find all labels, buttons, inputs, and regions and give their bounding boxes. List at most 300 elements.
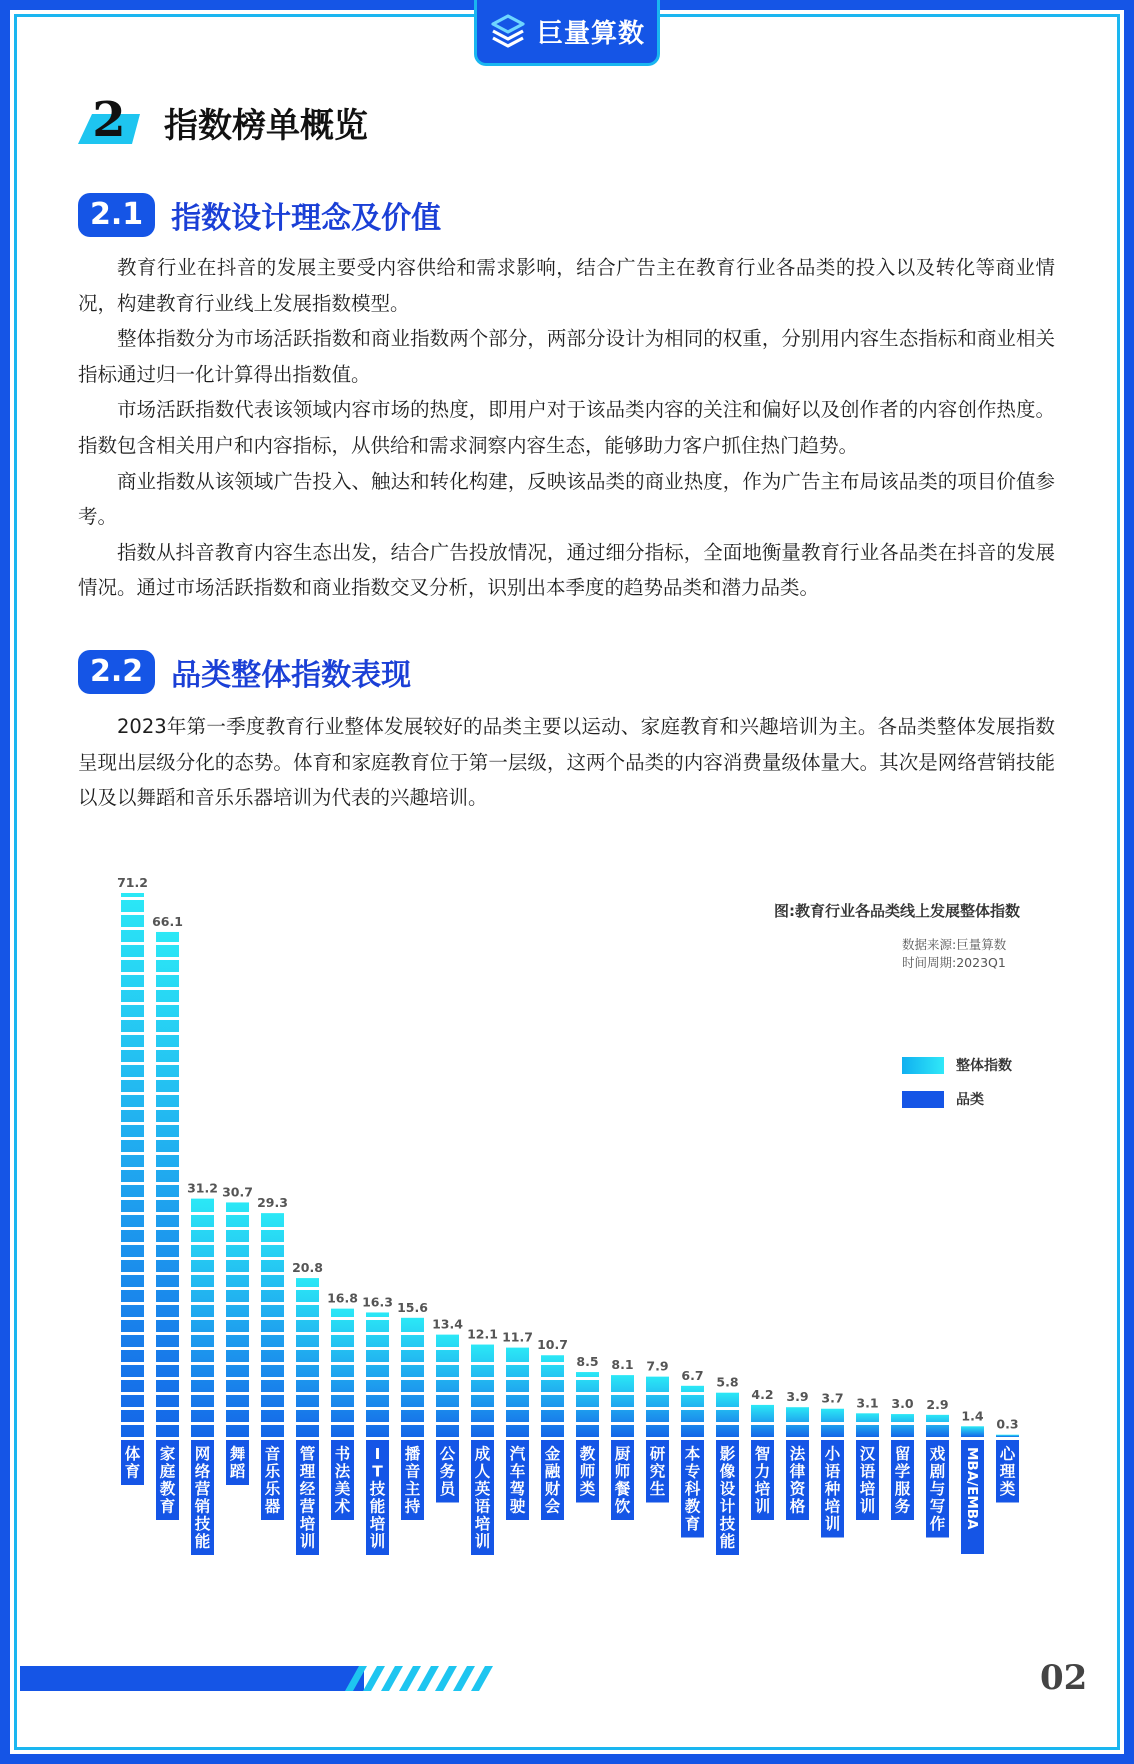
bar-segment-gap <box>261 1362 284 1365</box>
bar-segment-gap <box>436 1422 459 1425</box>
bar-segment-gap <box>191 1302 214 1305</box>
bar-segment-gap <box>331 1317 354 1320</box>
bar-value-label: 29.3 <box>257 1195 288 1211</box>
legend-swatch-solid <box>902 1091 944 1108</box>
bar-segment-gap <box>226 1407 249 1410</box>
bar-segment-gap <box>121 1257 144 1260</box>
bar-segment-gap <box>226 1392 249 1395</box>
category-label: 播音主持 <box>404 1445 421 1516</box>
bar-segment-gap <box>226 1272 249 1275</box>
bar-segment-gap <box>156 1107 179 1110</box>
bar-segment-gap <box>506 1362 529 1365</box>
bar-segment-gap <box>401 1377 424 1380</box>
bar-rect <box>646 1377 669 1437</box>
bar-rect <box>856 1413 879 1437</box>
bar-1 <box>117 875 148 1485</box>
legend-label: 整体指数 <box>956 1058 1012 1074</box>
subsection-number: 2.2 <box>78 650 155 694</box>
bar-value-label: 8.1 <box>611 1357 634 1373</box>
bar-segment-gap <box>121 1242 144 1245</box>
bar-segment-gap <box>541 1377 564 1380</box>
bar-segment-gap <box>156 1152 179 1155</box>
legend-swatch-gradient <box>902 1057 944 1074</box>
bar-18 <box>716 1375 739 1555</box>
bar-value-label: 8.5 <box>576 1354 599 1370</box>
bar-segment-gap <box>156 1092 179 1095</box>
bar-segment-gap <box>191 1362 214 1365</box>
bar-7 <box>327 1291 358 1520</box>
bar-segment-gap <box>261 1422 284 1425</box>
bar-segment-gap <box>296 1422 319 1425</box>
bar-9 <box>397 1300 428 1520</box>
category-label: MBA/EMBA <box>964 1447 980 1530</box>
category-label: 公务员 <box>439 1445 456 1498</box>
bar-segment-gap <box>506 1392 529 1395</box>
bar-segment-gap <box>226 1227 249 1230</box>
bar-value-label: 2.9 <box>926 1396 949 1412</box>
bar-segment-gap <box>191 1287 214 1290</box>
paragraph: 教育行业在抖音的发展主要受内容供给和需求影响，结合广告主在教育行业各品类的投入以及转化等商业情况，构建教育行业线上发展指数模型。 <box>78 256 1055 315</box>
bar-segment-gap <box>716 1422 739 1425</box>
bar-26 <box>996 1417 1019 1503</box>
bar-segment-gap <box>121 912 144 915</box>
bar-segment-gap <box>121 987 144 990</box>
bar-segment-gap <box>366 1392 389 1395</box>
bar-segment-gap <box>436 1407 459 1410</box>
category-label: 管理经营培训 <box>299 1445 316 1551</box>
bar-segment-gap <box>541 1392 564 1395</box>
bar-rect <box>891 1414 914 1437</box>
bar-segment-gap <box>331 1377 354 1380</box>
bar-value-label: 1.4 <box>961 1408 984 1424</box>
bar-segment-gap <box>156 1182 179 1185</box>
paragraph: 市场活跃指数代表该领域内容市场的热度，即用户对于该品类内容的关注和偏好以及创作者的内容创作热度。指数包含相关用户和内容指标，从供给和需求洞察内容生态，能够助力客户抓住热门趋势。 <box>78 398 1055 457</box>
bar-segment-gap <box>506 1377 529 1380</box>
bar-rect <box>961 1426 984 1437</box>
bar-rect <box>261 1213 284 1437</box>
bar-segment-gap <box>226 1302 249 1305</box>
bar-segment-gap <box>191 1227 214 1230</box>
subsection-title: 品类整体指数表现 <box>171 658 412 693</box>
chart-source-text: 数据来源:巨量算数 <box>902 937 1007 952</box>
bar-segment-gap <box>156 1377 179 1380</box>
bar-segment-gap <box>121 1377 144 1380</box>
bar-segment-gap <box>121 897 144 900</box>
category-label: 汽车驾驶 <box>509 1445 526 1516</box>
bar-21 <box>821 1391 844 1538</box>
bar-segment-gap <box>366 1362 389 1365</box>
category-label: 智力培训 <box>754 1445 771 1516</box>
bar-segment-gap <box>156 1137 179 1140</box>
chart-legend <box>902 1048 1012 1116</box>
bar-segment-gap <box>366 1407 389 1410</box>
bar-segment-gap <box>191 1212 214 1215</box>
bar-value-label: 20.8 <box>292 1260 323 1276</box>
subsection-number: 2.1 <box>78 193 155 237</box>
bar-13 <box>537 1337 568 1520</box>
bar-segment-gap <box>401 1347 424 1350</box>
bar-segment-gap <box>646 1407 669 1410</box>
bar-segment-gap <box>261 1227 284 1230</box>
bar-segment-gap <box>191 1317 214 1320</box>
bar-segment-gap <box>121 1092 144 1095</box>
category-label: 影像设计技能 <box>719 1445 736 1551</box>
bar-segment-gap <box>436 1392 459 1395</box>
bar-segment-gap <box>331 1422 354 1425</box>
bar-segment-gap <box>121 1017 144 1020</box>
bar-segment-gap <box>121 1332 144 1335</box>
bar-segment-gap <box>576 1407 599 1410</box>
bar-segment-gap <box>261 1347 284 1350</box>
bar-segment-gap <box>156 942 179 945</box>
bar-segment-gap <box>121 927 144 930</box>
bar-value-label: 11.7 <box>502 1329 533 1345</box>
bar-segment-gap <box>541 1422 564 1425</box>
bar-segment-gap <box>436 1377 459 1380</box>
bar-segment-gap <box>681 1422 704 1425</box>
bar-segment-gap <box>121 1137 144 1140</box>
bar-rect <box>751 1405 774 1437</box>
bar-value-label: 10.7 <box>537 1337 568 1353</box>
bar-19 <box>751 1387 774 1520</box>
bar-value-label: 15.6 <box>397 1299 428 1315</box>
bar-segment-gap <box>121 1077 144 1080</box>
bar-segment-gap <box>156 1347 179 1350</box>
chart-period-text: 时间周期:2023Q1 <box>902 955 1006 970</box>
bar-segment-gap <box>226 1347 249 1350</box>
category-label: I T 技能培训 <box>369 1445 386 1551</box>
bar-value-label: 13.4 <box>432 1316 463 1332</box>
bar-segment-gap <box>716 1407 739 1410</box>
bar-segment-gap <box>121 1062 144 1065</box>
bar-segment-gap <box>156 1002 179 1005</box>
bar-value-label: 3.7 <box>821 1390 844 1406</box>
bar-segment-gap <box>121 1212 144 1215</box>
bar-segment-gap <box>296 1377 319 1380</box>
bar-segment-gap <box>261 1257 284 1260</box>
bar-segment-gap <box>121 1197 144 1200</box>
bar-segment-gap <box>121 1182 144 1185</box>
paragraph: 商业指数从该领域广告投入、触达和转化构建，反映该品类的商业热度，作为广告主布局该品类的项目价值参考。 <box>78 469 1055 529</box>
bar-segment-gap <box>156 1272 179 1275</box>
bar-segment-gap <box>121 1317 144 1320</box>
bar-segment-gap <box>121 942 144 945</box>
bar-segment-gap <box>121 1287 144 1290</box>
bar-segment-gap <box>156 1422 179 1425</box>
page-number: 02 <box>1040 1658 1088 1698</box>
bar-rect <box>296 1278 319 1437</box>
category-label: 小语种培训 <box>824 1445 841 1533</box>
bar-value-label: 3.0 <box>891 1396 914 1412</box>
paragraph: 整体指数分为市场活跃指数和商业指数两个部分，两部分设计为相同的权重，分别用内容生态指标和商业相关指标通过归一化计算得出指数值。 <box>78 327 1055 386</box>
section-title: 指数榜单概览 <box>164 106 368 146</box>
bar-segment-gap <box>121 1272 144 1275</box>
bar-17 <box>681 1368 704 1538</box>
bar-segment-gap <box>576 1392 599 1395</box>
bar-segment-gap <box>891 1422 914 1425</box>
bar-value-label: 6.7 <box>681 1367 704 1383</box>
bar-6 <box>292 1260 323 1555</box>
bar-segment-gap <box>226 1422 249 1425</box>
bar-value-label: 66.1 <box>152 913 183 929</box>
bar-segment-gap <box>366 1377 389 1380</box>
category-label: 戏剧与写作 <box>929 1445 946 1533</box>
bar-10 <box>432 1317 463 1503</box>
bar-segment-gap <box>261 1287 284 1290</box>
bar-segment-gap <box>331 1407 354 1410</box>
bar-segment-gap <box>191 1392 214 1395</box>
bar-14 <box>576 1354 599 1502</box>
bar-rect <box>331 1309 354 1437</box>
category-label: 家庭教育 <box>159 1445 176 1516</box>
bar-value-label: 71.2 <box>117 875 148 890</box>
bar-segment-gap <box>191 1332 214 1335</box>
bar-segment-gap <box>296 1407 319 1410</box>
bar-segment-gap <box>576 1422 599 1425</box>
bar-segment-gap <box>471 1362 494 1365</box>
bar-value-label: 7.9 <box>646 1358 669 1374</box>
bar-segment-gap <box>296 1317 319 1320</box>
bar-segment-gap <box>261 1272 284 1275</box>
bar-segment-gap <box>226 1332 249 1335</box>
bar-segment-gap <box>156 1227 179 1230</box>
bar-segment-gap <box>121 1167 144 1170</box>
bar-segment-gap <box>611 1407 634 1410</box>
category-label: 法律资格 <box>789 1445 806 1516</box>
bar-8 <box>362 1294 393 1555</box>
bar-segment-gap <box>121 1032 144 1035</box>
bar-segment-gap <box>191 1242 214 1245</box>
section-number: 2 <box>92 92 126 144</box>
category-label: 网络营销技能 <box>194 1445 211 1551</box>
chart-source <box>902 936 1006 972</box>
bar-segment-gap <box>121 1227 144 1230</box>
bar-segment-gap <box>226 1287 249 1290</box>
category-label: 本专科教育 <box>684 1445 701 1533</box>
bar-segment-gap <box>856 1422 879 1425</box>
bar-value-label: 3.1 <box>856 1395 879 1411</box>
bar-segment-gap <box>156 972 179 975</box>
bar-segment-gap <box>471 1377 494 1380</box>
bar-segment-gap <box>331 1347 354 1350</box>
bar-segment-gap <box>681 1392 704 1395</box>
bar-segment-gap <box>226 1242 249 1245</box>
bar-segment-gap <box>646 1392 669 1395</box>
bar-segment-gap <box>751 1422 774 1425</box>
bar-segment-gap <box>541 1362 564 1365</box>
bar-segment-gap <box>926 1422 949 1425</box>
bar-rect <box>576 1372 599 1437</box>
category-label: 体育 <box>124 1445 141 1481</box>
legend-item <box>902 1082 1012 1116</box>
bar-segment-gap <box>261 1332 284 1335</box>
footer-bar <box>20 1666 364 1691</box>
bar-segment-gap <box>121 1107 144 1110</box>
bar-segment-gap <box>121 1347 144 1350</box>
bar-segment-gap <box>331 1362 354 1365</box>
bar-segment-gap <box>541 1407 564 1410</box>
category-label: 研究生 <box>649 1445 666 1498</box>
bar-segment-gap <box>191 1257 214 1260</box>
bar-value-label: 30.7 <box>222 1184 253 1200</box>
paragraph: 指数从抖音教育内容生态出发，结合广告投放情况，通过细分指标，全面地衡量教育行业各品类在抖音的发展情况。通过市场活跃指数和商业指数交叉分析，识别出本季度的趋势品类和潜力品类。 <box>78 540 1055 600</box>
bar-segment-gap <box>296 1287 319 1290</box>
bar-segment-gap <box>366 1317 389 1320</box>
bar-segment-gap <box>226 1377 249 1380</box>
bar-segment-gap <box>156 1332 179 1335</box>
bar-segment-gap <box>156 1362 179 1365</box>
category-label: 留学服务 <box>894 1445 911 1516</box>
bar-segment-gap <box>681 1407 704 1410</box>
bar-3 <box>187 1181 218 1555</box>
bar-segment-gap <box>226 1362 249 1365</box>
bar-segment-gap <box>821 1422 844 1425</box>
bar-segment-gap <box>156 1302 179 1305</box>
bar-segment-gap <box>156 1047 179 1050</box>
bar-4 <box>222 1184 253 1485</box>
bar-segment-gap <box>226 1317 249 1320</box>
bar-rect <box>996 1435 1019 1437</box>
bar-segment-gap <box>401 1362 424 1365</box>
bar-segment-gap <box>506 1407 529 1410</box>
bar-rect <box>926 1415 949 1437</box>
bar-segment-gap <box>121 1362 144 1365</box>
bar-segment-gap <box>261 1392 284 1395</box>
bar-segment-gap <box>471 1392 494 1395</box>
bar-segment-gap <box>156 1032 179 1035</box>
bar-segment-gap <box>506 1422 529 1425</box>
bar-segment-gap <box>786 1422 809 1425</box>
bar-segment-gap <box>401 1422 424 1425</box>
bar-segment-gap <box>366 1347 389 1350</box>
bar-segment-gap <box>156 1212 179 1215</box>
bar-segment-gap <box>576 1377 599 1380</box>
bar-segment-gap <box>471 1407 494 1410</box>
bar-segment-gap <box>121 1122 144 1125</box>
bar-segment-gap <box>296 1302 319 1305</box>
bar-segment-gap <box>156 1317 179 1320</box>
bar-segment-gap <box>436 1347 459 1350</box>
bar-23 <box>891 1396 914 1520</box>
bar-segment-gap <box>121 1047 144 1050</box>
bar-segment-gap <box>121 1002 144 1005</box>
bar-segment-gap <box>471 1422 494 1425</box>
bar-segment-gap <box>366 1332 389 1335</box>
bar-segment-gap <box>191 1407 214 1410</box>
bar-value-label: 4.2 <box>751 1386 774 1402</box>
bar-value-label: 0.3 <box>996 1416 1019 1432</box>
bar-segment-gap <box>401 1392 424 1395</box>
bar-segment-gap <box>226 1212 249 1215</box>
bar-segment-gap <box>226 1257 249 1260</box>
bar-segment-gap <box>611 1422 634 1425</box>
bar-segment-gap <box>121 972 144 975</box>
bar-segment-gap <box>261 1407 284 1410</box>
bar-segment-gap <box>261 1317 284 1320</box>
bar-segment-gap <box>156 1197 179 1200</box>
bar-segment-gap <box>156 1122 179 1125</box>
subsection-title: 指数设计理念及价值 <box>171 201 442 236</box>
bar-segment-gap <box>401 1407 424 1410</box>
bar-segment-gap <box>331 1392 354 1395</box>
category-label: 书法美术 <box>334 1445 351 1516</box>
bar-segment-gap <box>156 1407 179 1410</box>
brand-name: 巨量算数 <box>536 19 645 49</box>
bar-value-label: 12.1 <box>467 1326 498 1342</box>
bar-16 <box>646 1359 669 1503</box>
category-label: 成人英语培训 <box>474 1445 491 1551</box>
bar-15 <box>611 1357 634 1520</box>
category-label: 厨师餐饮 <box>614 1445 631 1516</box>
bar-segment-gap <box>646 1422 669 1425</box>
category-label: 汉语培训 <box>859 1445 876 1516</box>
bar-value-label: 16.3 <box>362 1294 393 1310</box>
bar-segment-gap <box>436 1362 459 1365</box>
bar-value-label: 5.8 <box>716 1374 739 1390</box>
category-label: 音乐乐器 <box>264 1445 281 1516</box>
bar-11 <box>467 1327 498 1555</box>
bar-segment-gap <box>401 1332 424 1335</box>
bar-segment-gap <box>156 1392 179 1395</box>
bar-segment-gap <box>156 987 179 990</box>
bar-20 <box>786 1389 809 1520</box>
bar-12 <box>502 1330 533 1520</box>
bar-value-label: 3.9 <box>786 1389 809 1405</box>
bar-segment-gap <box>261 1377 284 1380</box>
bar-segment-gap <box>121 957 144 960</box>
bar-segment-gap <box>611 1392 634 1395</box>
bar-24 <box>926 1397 949 1538</box>
bar-segment-gap <box>296 1332 319 1335</box>
bar-segment-gap <box>156 1167 179 1170</box>
bar-segment-gap <box>156 1257 179 1260</box>
bar-segment-gap <box>191 1422 214 1425</box>
bar-rect <box>366 1312 389 1437</box>
bar-segment-gap <box>366 1422 389 1425</box>
bar-segment-gap <box>156 1017 179 1020</box>
bar-segment-gap <box>156 1062 179 1065</box>
category-label: 舞蹈 <box>229 1445 246 1481</box>
bar-segment-gap <box>156 957 179 960</box>
bar-segment-gap <box>296 1362 319 1365</box>
bar-segment-gap <box>261 1242 284 1245</box>
bar-segment-gap <box>121 1407 144 1410</box>
bars-layer <box>117 875 1019 1555</box>
bar-segment-gap <box>156 1242 179 1245</box>
footer-stripes <box>335 1666 505 1691</box>
bar-segment-gap <box>296 1347 319 1350</box>
chart-title: 图:教育行业各品类线上发展整体指数 <box>773 902 1020 920</box>
bar-rect <box>611 1375 634 1437</box>
bar-segment-gap <box>121 1392 144 1395</box>
legend-label: 品类 <box>956 1092 984 1108</box>
bar-segment-gap <box>191 1272 214 1275</box>
bar-25 <box>961 1408 984 1554</box>
legend-item <box>902 1048 1012 1082</box>
bar-segment-gap <box>121 1422 144 1425</box>
bar-rect <box>716 1393 739 1437</box>
bar-value-label: 31.2 <box>187 1180 218 1196</box>
bar-2 <box>152 914 183 1520</box>
bar-segment-gap <box>331 1332 354 1335</box>
bar-segment-gap <box>121 1152 144 1155</box>
bar-segment-gap <box>121 1302 144 1305</box>
bar-segment-gap <box>156 1287 179 1290</box>
bar-segment-gap <box>156 1077 179 1080</box>
category-label: 教师类 <box>579 1445 596 1498</box>
category-label: 金融财会 <box>544 1445 561 1516</box>
bar-5 <box>257 1195 288 1520</box>
